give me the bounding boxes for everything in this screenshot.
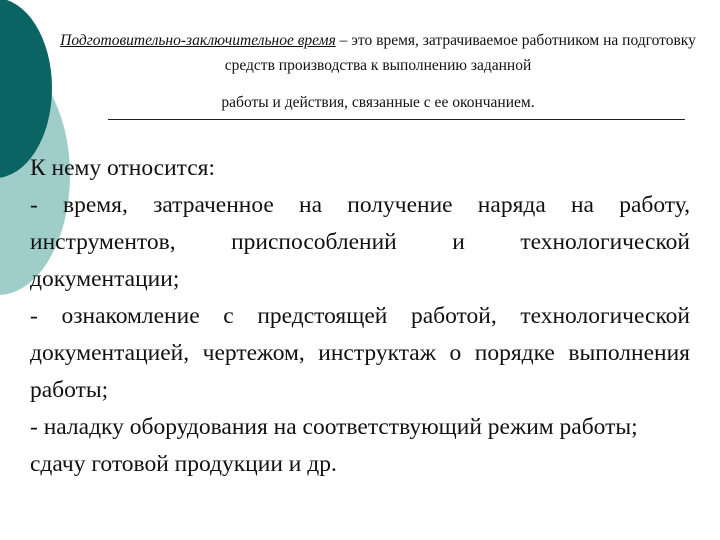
intro-line: К нему относится: [30,155,216,181]
heading-divider [108,119,685,120]
definition-heading [58,28,698,115]
list-item: - ознакомление с предстоящей работой, технологической документацией, чертежом, инструктаж о порядке выполнения работы; [30,303,690,403]
definition-text: – это время, затрачиваемое работником на подготовку средств производства к выполнению заданной [224,32,696,74]
definition-term: Подготовительно-заключительное время [60,32,336,49]
definition-text-end: работы и действия, связанные с ее окончанием. [221,94,535,111]
body-text [30,150,690,483]
list-item: - наладку оборудования на соответствующий режим работы; сдачу готовой продукции и др. [30,414,638,477]
list-item: - время, затраченное на получение наряда на работу, инструментов, приспособлений и технологической документации; [30,192,690,292]
